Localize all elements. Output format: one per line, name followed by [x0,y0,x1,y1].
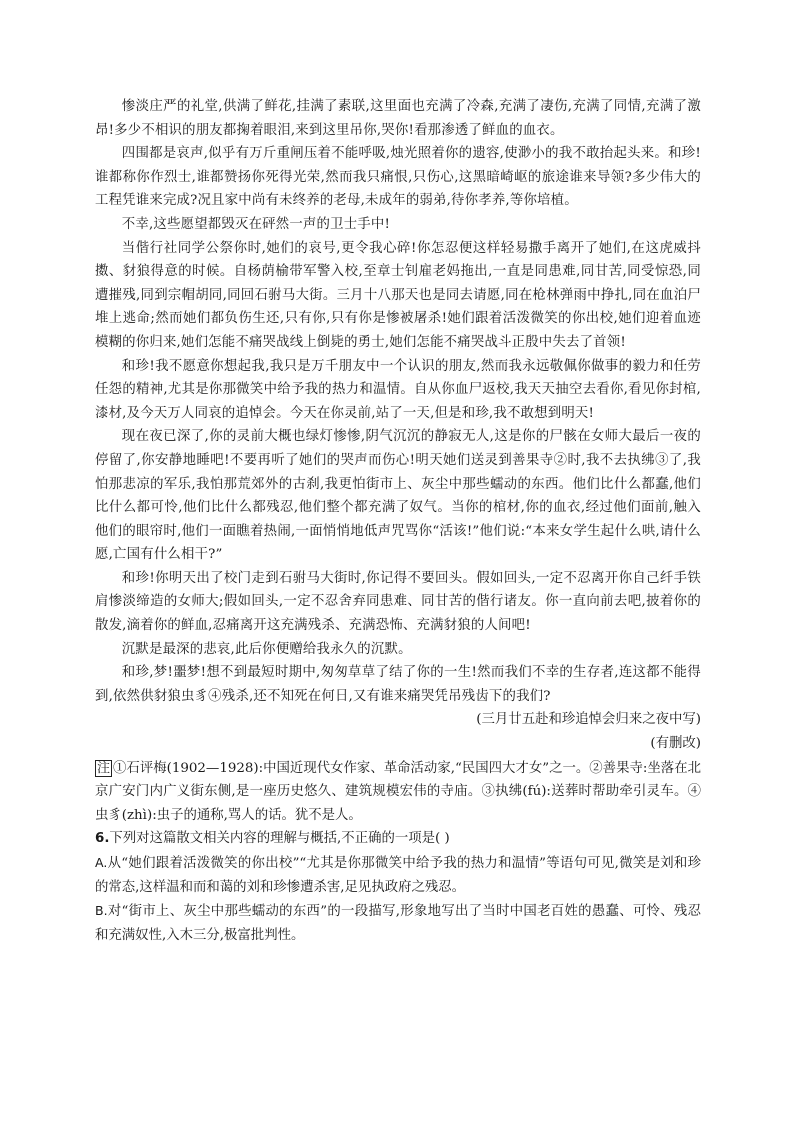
question-text: 下列对这篇散文相关内容的理解与概括,不正确的一项是( ) [109,831,450,847]
essay-paragraph: 和珍!我不愿意你想起我,我只是万千朋友中一个认识的朋友,然而我永远敬佩你做事的毅力和任劳任怨的精神,尤其是你那微笑中给予我的热力和温情。自从你血尸返校,我天天抽空去看你,看见你封棺,漆材,及今天万人同哀的追悼会。今天在你灵前,站了一天,但是和珍,我不敢想到明天! [95,358,701,421]
essay-paragraph: 和珍!你明天出了校门走到石驸马大街时,你记得不要回头。假如回头,一定不忍离开你自己纤手铁肩惨淡缔造的女师大;假如回头,一定不忍舍弃同患难、同甘苦的偕行诸友。你一直向前去吧,披着你的散发,滴着你的鲜血,忍痛离开这充满残杀、充满恐怖、充满豺狼的人间吧! [95,570,701,634]
essay-paragraph: 不幸,这些愿望都毁灭在砰然一声的卫士手中! [121,216,391,232]
page-content [95,95,701,947]
essay-paragraph: 现在夜已深了,你的灵前大概也绿灯惨惨,阴气沉沉的静寂无人,这是你的尸骸在女师大最后一夜的停留了,你安静地睡吧!不要再听了她们的哭声而伤心!明天她们送灵到善果寺②时,我不去执绋③了,我怕那悲凉的军乐,我怕那荒郊外的古刹,我更怕街市上、灰尘中那些蠕动的东西。他们比什么都蠢,他们比什么都可怜,他们比什么都残忍,他们整个都充满了奴气。当你的棺材,你的血衣,经过他们面前,触入他们的眼帘时,他们一面瞧着热闹,一面悄悄地低声咒骂你“活该!”他们说:“本来女学生起什么哄,请什么愿,亡国有什么相干?” [95,429,701,563]
essay-paragraph: 当偕行社同学公祭你时,她们的哀号,更令我心碎!你怎忍便这样轻易撒手离开了她们,在这虎威抖擞、豺狼得意的时候。自杨荫榆带军警入校,至章士钊雇老妈拖出,一直是同患难,同甘苦,同受惊恐,同遭摧残,同到宗帽胡同,同回石驸马大街。三月十八那天也是同去请愿,同在枪林弹雨中挣扎,同在血泊尸堆上逃命;然而她们都负伤生还,只有你,只有你是惨被屠杀!她们跟着活泼微笑的你出校,她们迎着血迹模糊的你归来,她们怎能不痛哭战线上倒毙的勇士,她们怎能不痛哭战斗正殷中失去了首领! [95,240,701,350]
edit-note: (有删改) [650,736,701,752]
option-text: 对“街市上、灰尘中那些蠕动的东西”的一段描写,形象地写出了当时中国老百姓的愚蠢、可怜、残忍和充满奴性,入木三分,极富批判性。 [95,904,701,943]
option-label: A. [95,855,108,870]
option-label: B. [95,903,108,919]
essay-paragraph: 和珍,梦!噩梦!想不到最短时期中,匆匆草草了结了你的一生!然而我们不幸的生存者,连这都不能得到,依然供豺狼虫豸④残杀,还不知死在何日,又有谁来痛哭凭吊残齿下的我们? [95,665,701,704]
annotations [95,757,701,828]
essay-paragraph: 惨淡庄严的礼堂,供满了鲜花,挂满了素联,这里面也充满了冷森,充满了凄伤,充满了同情,充满了激昂!多少不相识的朋友都掬着眼泪,来到这里吊你,哭你!看那渗透了鲜血的血衣。 [95,99,701,138]
essay-paragraph: 四围都是哀声,似乎有万斤重闸压着不能呼吸,烛光照着你的遗容,使渺小的我不敢抬起头来。和珍!谁都称你作烈士,谁都赞扬你死得光荣,然而我只痛恨,只伤心,这黑暗崎岖的旅途谁来导领?多少伟大的工程凭谁来完成?况且家中尚有未终养的老母,未成年的弱弟,待你孝养,等你培植。 [95,146,701,209]
annotation-text: ①石评梅(1902—1928):中国近现代女作家、革命活动家,“民国四大才女”之一。②善果寺:坐落在北京广安门内广义街东侧,是一座历史悠久、建筑规模宏伟的寺庙。③执绋(fú):送葬时帮助牵引灵车。④虫豸(zhì):虫子的通称,骂人的话。犹不是人。 [95,760,701,823]
option-text: 从“她们跟着活泼微笑的你出校”“尤其是你那微笑中给予我的热力和温情”等语句可见,微笑是刘和珍的常态,这样温和而和蔼的刘和珍惨遭杀害,足见执政府之残忍。 [95,856,701,895]
essay-body [95,95,701,708]
question-number: 6. [95,831,110,847]
essay-paragraph: 沉默是最深的悲哀,此后你便赠给我永久的沉默。 [121,641,412,657]
essay-signature: (三月廿五赴和珍追悼会归来之夜中写) [476,712,701,728]
annotation-tag: 注 [97,760,111,776]
question-stem [95,827,701,851]
option-b[interactable] [95,899,701,947]
option-a[interactable] [95,851,701,899]
